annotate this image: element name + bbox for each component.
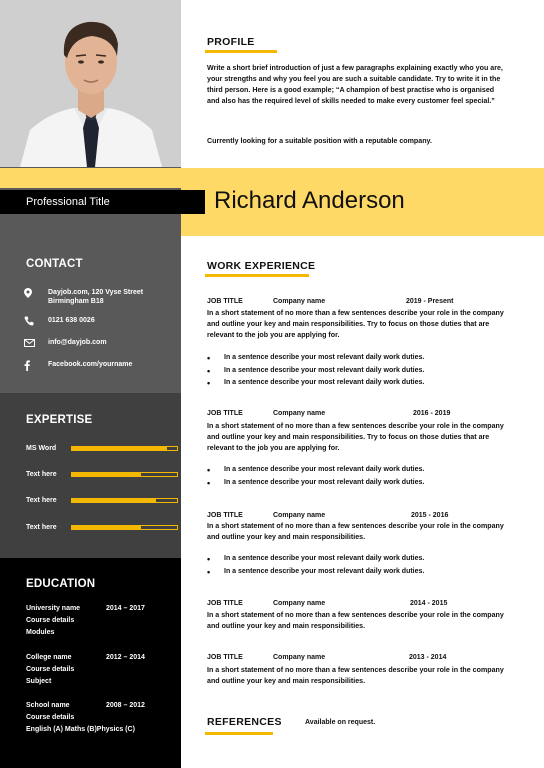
job-dates: 2019 - Present [406, 298, 454, 305]
job-dates: 2013 - 2014 [409, 654, 447, 661]
job-duties-list [207, 464, 507, 489]
portrait-illustration [0, 0, 181, 167]
expertise-heading: EXPERTISE [26, 414, 93, 426]
job-dates: 2016 - 2019 [413, 410, 451, 417]
references-value: Available on request. [305, 719, 376, 726]
expertise-section [0, 393, 181, 558]
contact-facebook-row[interactable] [24, 360, 132, 370]
education-dates: 2012 – 2014 [106, 654, 145, 661]
profile-photo [0, 0, 181, 167]
profile-paragraph: Write a short brief introduction of just a few paragraphs explaining exactly who you are, your strengths and why you feel you are such a suitable candidate. Try to write it in the third person. Here is a good example; “A champion of best practise who is organised and also has the required level of skills needed to make every customer feel special.” [207, 64, 503, 105]
job-company: Company name [273, 512, 326, 519]
references-underline [205, 732, 273, 735]
job-title: JOB TITLE [207, 654, 243, 661]
education-course: Course details [26, 714, 75, 721]
contact-address: Dayjob.com, 120 Vyse Street Birmingham B18 [48, 289, 144, 305]
job-description: In a short statement of no more than a few sentences describe your role in the company and outline your key and main responsibilities. [207, 611, 504, 630]
education-heading: EDUCATION [26, 578, 96, 590]
job-title: JOB TITLE [207, 298, 243, 305]
job-duty: • In a sentence describe your most relevant daily work duties. [207, 352, 507, 365]
job-description: In a short statement of no more than a few sentences describe your role in the company and outline your key and main responsibilities. [207, 522, 504, 541]
skill-bar [71, 446, 178, 451]
education-entry [26, 652, 176, 688]
job-duties-list [207, 352, 507, 390]
profile-heading: PROFILE [207, 36, 255, 48]
location-pin-icon [24, 288, 36, 298]
job-duty: • In a sentence describe your most relevant daily work duties. [207, 477, 507, 490]
skill-bar-fill [72, 447, 167, 450]
job-duty: • In a sentence describe your most relevant daily work duties. [207, 464, 507, 477]
education-section [0, 558, 181, 768]
job-dates: 2015 - 2016 [411, 512, 449, 519]
facebook-icon [24, 360, 36, 370]
education-course: Course details [26, 617, 75, 624]
skill-row [26, 470, 156, 480]
education-entry [26, 603, 176, 639]
phone-icon [24, 316, 36, 326]
envelope-icon [24, 338, 36, 348]
job-duty: • In a sentence describe your most relevant daily work duties. [207, 365, 507, 378]
skill-bar [71, 498, 178, 503]
work-experience-heading: WORK EXPERIENCE [207, 260, 316, 272]
skill-bar-fill [72, 526, 141, 529]
job-company: Company name [273, 654, 326, 661]
education-entry [26, 700, 176, 736]
job-duties-list [207, 553, 507, 578]
left-column [0, 0, 181, 768]
job-description: In a short statement of no more than a few sentences describe your role in the company and outline your key and main responsibilities. [207, 666, 504, 685]
education-dates: 2014 – 2017 [106, 605, 145, 612]
job-duty: • In a sentence describe your most relevant daily work duties. [207, 377, 507, 390]
job-duty: • In a sentence describe your most relevant daily work duties. [207, 566, 507, 579]
references-heading: REFERENCES [207, 716, 282, 728]
contact-address-row [24, 288, 143, 306]
education-institution: School name [26, 702, 70, 709]
contact-facebook[interactable]: Facebook.com/yourname [48, 361, 133, 368]
contact-email-row[interactable] [24, 338, 107, 348]
skill-label: Text here [26, 524, 57, 531]
profile-paragraph: Currently looking for a suitable position with a reputable company. [207, 137, 432, 145]
contact-phone-row [24, 316, 95, 326]
contact-email[interactable]: info@dayjob.com [48, 339, 107, 346]
education-course: Course details [26, 666, 75, 673]
education-institution: University name [26, 605, 81, 612]
skill-row [26, 444, 156, 454]
skill-bar-fill [72, 499, 156, 502]
skill-bar [71, 525, 178, 530]
skill-row [26, 496, 156, 506]
skill-row [26, 523, 156, 533]
job-duty: • In a sentence describe your most relevant daily work duties. [207, 553, 507, 566]
job-dates: 2014 - 2015 [410, 600, 448, 607]
contact-phone: 0121 638 0026 [48, 317, 95, 324]
profile-underline [205, 50, 277, 53]
contact-heading: CONTACT [26, 258, 83, 270]
job-title: JOB TITLE [207, 410, 243, 417]
education-detail: Modules [26, 629, 55, 636]
skill-label: Text here [26, 471, 57, 478]
education-detail: Subject [26, 678, 52, 685]
job-description: In a short statement of no more than a few sentences describe your role in the company and outline your key and main responsibilities. Try to focus on those duties that are relevant to the job you are applying for. [207, 422, 504, 452]
candidate-name: Richard Anderson [214, 187, 405, 214]
professional-title: Professional Title [0, 190, 205, 214]
work-experience-underline [205, 274, 309, 277]
job-title: JOB TITLE [207, 512, 243, 519]
skill-label: MS Word [26, 445, 57, 452]
skill-bar-fill [72, 473, 141, 476]
education-institution: College name [26, 654, 72, 661]
job-company: Company name [273, 410, 326, 417]
job-description: In a short statement of no more than a few sentences describe your role in the company and outline your key and main responsibilities. Try to focus on those duties that are relevant to the job you are applying for. [207, 309, 504, 339]
job-title: JOB TITLE [207, 600, 243, 607]
education-dates: 2008 – 2012 [106, 702, 145, 709]
job-company: Company name [273, 600, 326, 607]
contact-section [0, 236, 181, 393]
skill-label: Text here [26, 497, 57, 504]
job-company: Company name [273, 298, 326, 305]
education-detail: English (A) Maths (B)Physics (C) [26, 726, 135, 733]
skill-bar [71, 472, 178, 477]
